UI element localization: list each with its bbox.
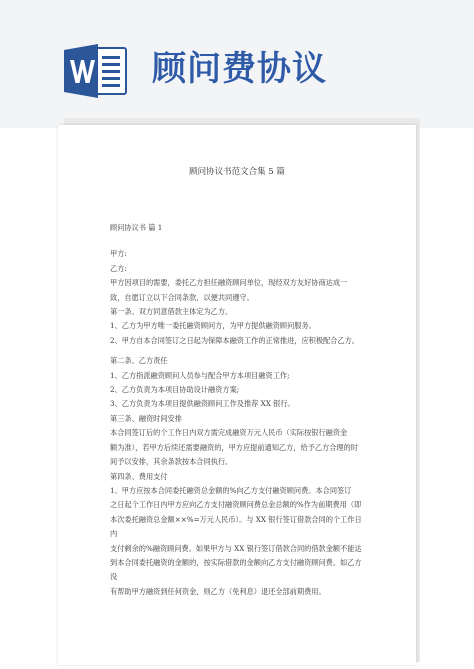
body-line: 到本合同委托融资的金额的，按实际借款的金额向乙方支付融资顾问费。如乙方没 — [110, 557, 362, 582]
body-line: 2、甲方自本合同签订之日起为保障本融资工作的正常推进，应积极配合乙方。 — [110, 335, 359, 345]
section-heading: 顾问协议书 篇 1 — [110, 223, 163, 232]
body-line: 致，自愿订立以下合同条款，以便共同遵守。 — [110, 292, 254, 302]
document-body — [110, 221, 366, 599]
document-page — [58, 125, 416, 665]
body-line: 额为准），若甲方后续还需要融资的，甲方应提前通知乙方，给予乙方合理的时 — [110, 442, 358, 452]
body-line: 支付剩余的%融资顾问费。如果甲方与 XX 银行签订借款合同的借款金额不能达 — [110, 543, 362, 553]
body-line: 3、乙方负责为本项目提供融资顾问工作及推荐 XX 银行。 — [110, 399, 295, 409]
body-line: 有帮助甲方融资到任何资金，则乙方（免利息）退还全部前期费用。 — [110, 586, 326, 596]
clause-heading: 第三条、融资时间安排 — [110, 413, 182, 423]
clause-heading: 第四条、费用支付 — [110, 471, 168, 481]
clause-heading: 第一条、双方同意借款主体定为乙方。 — [110, 307, 233, 317]
body-line: 本次委托融资总金额××%=万元人民币）。与 XX 银行签订借款合同的个工作日内 — [110, 514, 362, 539]
body-line: 本合同签订后的个工作日内双方需完成融资万元人民币（实际按银行融资金 — [110, 428, 348, 438]
body-line: 1、甲方应按本合同委托融资总金额的%向乙方支付融资顾问费。本合同签订 — [110, 485, 352, 495]
party-b-line: 乙方: — [110, 263, 127, 273]
clause-heading: 第二条、乙方责任 — [110, 356, 168, 366]
party-a-line: 甲方: — [110, 249, 127, 259]
body-line: 1、乙方指派融资顾问人员参与配合甲方本项目融资工作; — [110, 370, 290, 380]
header-title: 顾问费协议 — [152, 49, 327, 89]
body-line: 甲方因项目的需要，委托乙方担任融资顾问单位，现经双方友好协商达成一 — [110, 278, 348, 288]
body-line: 2、乙方负责为本项目协助设计融资方案; — [110, 385, 240, 395]
body-line: 1、乙方为甲方唯一委托融资顾问方，为甲方提供融资顾问服务。 — [110, 321, 316, 331]
body-line: 间予以安排，其余条款按本合同执行。 — [110, 457, 233, 467]
document-title: 顾问协议书范文合集 5 篇 — [189, 167, 285, 177]
header-banner — [0, 0, 474, 128]
word-doc-icon — [64, 42, 128, 100]
body-line: 之日起个工作日内甲方应向乙方支付融资顾问费总金总额的%作为前期费用（即 — [110, 500, 362, 510]
